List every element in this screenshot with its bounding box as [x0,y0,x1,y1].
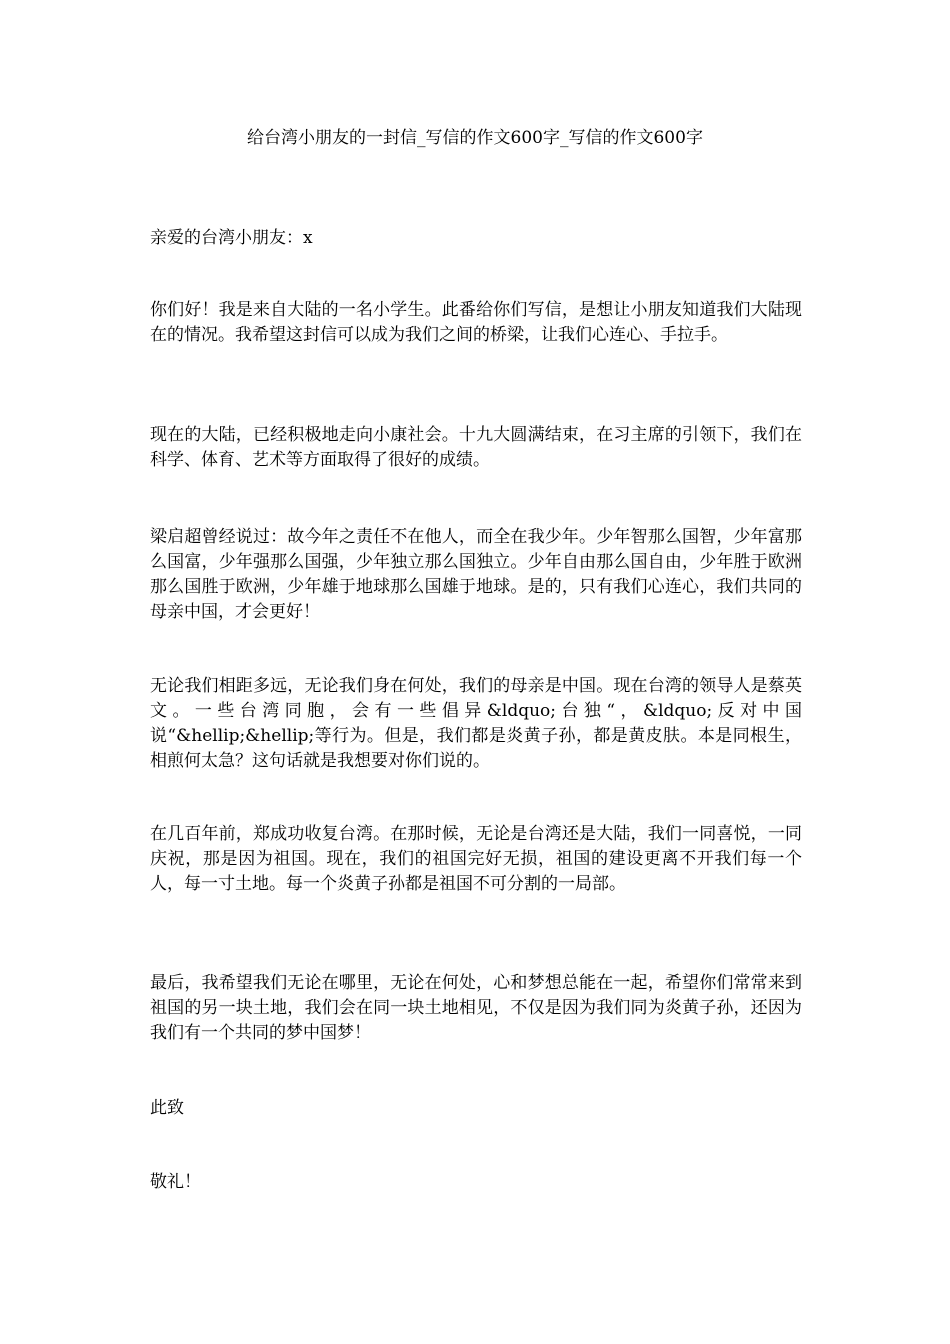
paragraph-closing-wish: 最后，我希望我们无论在哪里，无论在何处，心和梦想总能在一起，希望你们常常来到祖国的另一块土地，我们会在同一块土地相见，不仅是因为我们同为炎黄子孙，还因为我们有一个共同的梦中国梦！ [150,973,802,1043]
paragraph-liang-qichao-quote: 梁启超曾经说过：故今年之责任不在他人，而全在我少年。少年智那么国智，少年富那么国富，少年强那么国强，少年独立那么国独立。少年自由那么国自由，少年胜于欧洲那么国胜于欧洲，少年雄于地球那么国雄于地球。是的，只有我们心连心，我们共同的母亲中国，才会更好！ [150,527,802,622]
paragraph-mainland-status: 现在的大陆，已经积极地走向小康社会。十九大圆满结束，在习主席的引领下，我们在科学、体育、艺术等方面取得了很好的成绩。 [150,425,802,470]
paragraph-common-motherland: 无论我们相距多远，无论我们身在何处，我们的母亲是中国。现在台湾的领导人是蔡英文。一些台湾同胞，会有一些倡异&ldquo;台独“，&ldquo;反对中国说“&hellip;&hellip;等行为。但是，我们都是炎黄子孙，都是黄皮肤。本是同根生，相煎何太急？这句话就是我想要对你们说的。 [150,676,802,771]
paragraph-intro: 你们好！我是来自大陆的一名小学生。此番给你们写信，是想让小朋友知道我们大陆现在的情况。我希望这封信可以成为我们之间的桥梁，让我们心连心、手拉手。 [150,300,802,345]
letter-greeting: 亲爱的台湾小朋友：x [150,228,313,248]
closing-salutation: 此致 [150,1098,184,1118]
closing-regards: 敬礼！ [150,1172,201,1192]
document-title: 给台湾小朋友的一封信_写信的作文600字_写信的作文600字 [247,128,703,148]
paragraph-zheng-chenggong: 在几百年前，郑成功收复台湾。在那时候，无论是台湾还是大陆，我们一同喜悦，一同庆祝，那是因为祖国。现在，我们的祖国完好无损，祖国的建设更离不开我们每一个人，每一寸土地。每一个炎黄子孙都是祖国不可分割的一局部。 [150,824,802,894]
